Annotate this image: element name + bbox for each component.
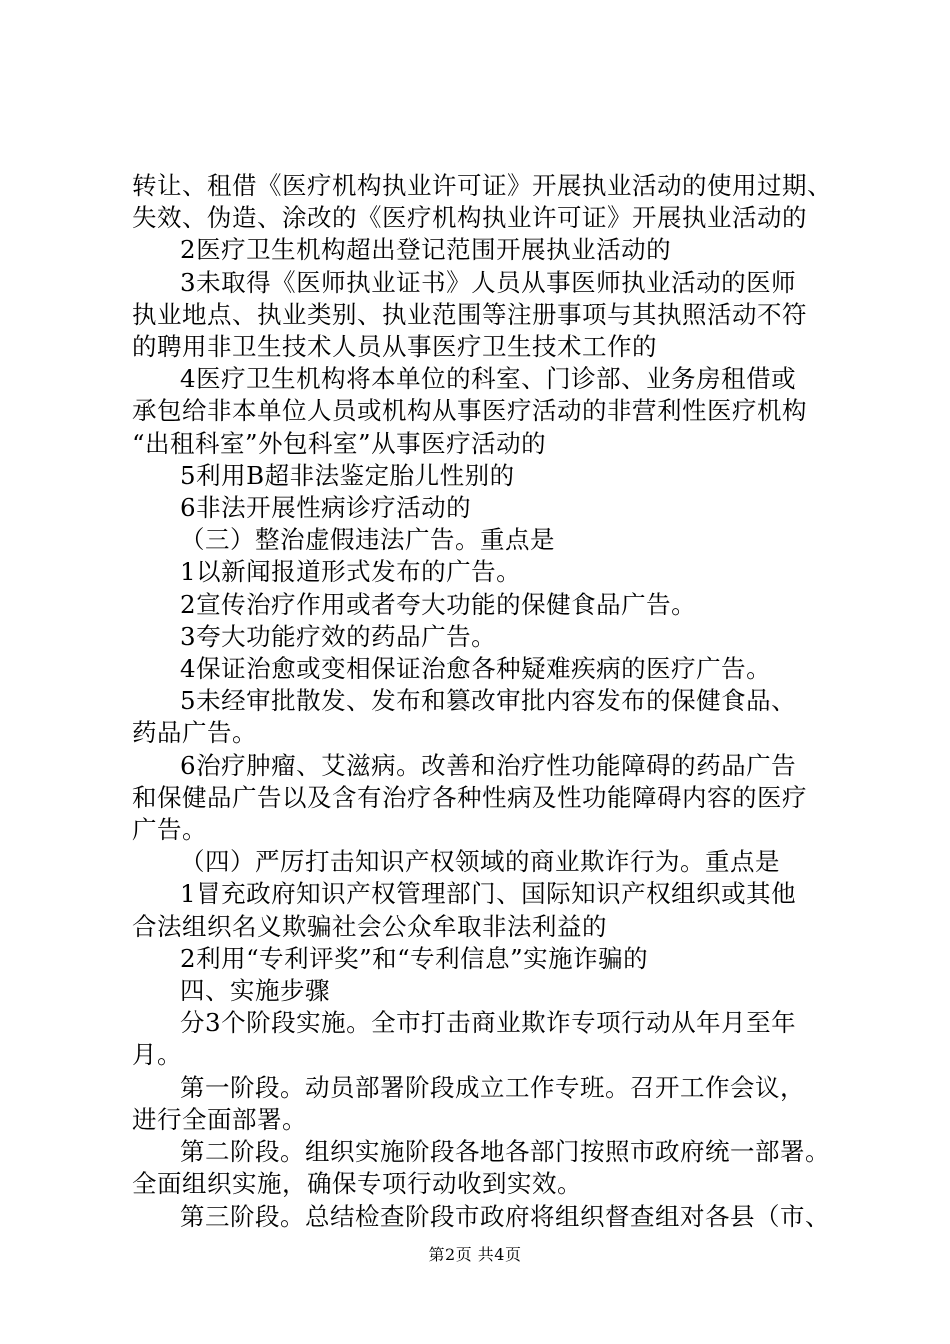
text-line: 失效、伪造、涂改的《医疗机构执业许可证》开展执业活动的 [132, 203, 807, 233]
section-heading: 四、实施步骤 [180, 976, 330, 1006]
section-heading: （四）严厉打击知识产权领域的商业欺诈行为。重点是 [180, 847, 780, 877]
text-line: 6非法开展性病诊疗活动的 [180, 493, 472, 523]
text-line: 承包给非本单位人员或机构从事医疗活动的非营利性医疗机构 [132, 396, 807, 426]
text-line: 4保证治愈或变相保证治愈各种疑难疾病的医疗广告。 [180, 654, 772, 684]
text-line: 3夸大功能疗效的药品广告。 [180, 621, 497, 651]
text-line: 1以新闻报道形式发布的广告。 [180, 557, 522, 587]
text-line: 2利用“专利评奖”和“专利信息”实施诈骗的 [180, 943, 649, 973]
text-line: 和保健品广告以及含有治疗各种性病及性功能障碍内容的医疗 [132, 782, 807, 812]
text-line: 分3个阶段实施。全市打击商业欺诈专项行动从年月至年 [180, 1008, 797, 1038]
document-body [132, 170, 852, 1233]
page-footer [0, 1245, 950, 1265]
text-line: 进行全面部署。 [132, 1104, 307, 1134]
text-line: 5利用B超非法鉴定胎儿性别的 [180, 460, 515, 490]
text-line: 药品广告。 [132, 718, 257, 748]
text-line: 2宣传治疗作用或者夸大功能的保健食品广告。 [180, 589, 697, 619]
page-number-label: 第2页 共4页 [428, 1245, 522, 1264]
text-line: 全面组织实施，确保专项行动收到实效。 [132, 1169, 582, 1199]
text-line: 4医疗卫生机构将本单位的科室、门诊部、业务房租借或 [180, 364, 797, 394]
section-heading: （三）整治虚假违法广告。重点是 [180, 525, 555, 555]
text-line: 1冒充政府知识产权管理部门、国际知识产权组织或其他 [180, 879, 797, 909]
text-line: 月。 [132, 1040, 182, 1070]
text-line: 合法组织名义欺骗社会公众牟取非法利益的 [132, 911, 607, 941]
text-line: 2医疗卫生机构超出登记范围开展执业活动的 [180, 235, 672, 265]
text-line: 的聘用非卫生技术人员从事医疗卫生技术工作的 [132, 332, 657, 362]
text-line: 转让、租借《医疗机构执业许可证》开展执业活动的使用过期、 [132, 171, 832, 200]
text-line: “出租科室”外包科室”从事医疗活动的 [132, 428, 547, 458]
text-line: 广告。 [132, 815, 207, 845]
text-line: 5未经审批散发、发布和篡改审批内容发布的保健食品、 [180, 686, 797, 716]
text-line: 3未取得《医师执业证书》人员从事医师执业活动的医师 [180, 267, 797, 297]
text-line: 6治疗肿瘤、艾滋病。改善和治疗性功能障碍的药品广告 [180, 750, 797, 780]
text-line: 第三阶段。总结检查阶段市政府将组织督查组对各县（市、 [180, 1201, 830, 1231]
text-line: 第二阶段。组织实施阶段各地各部门按照市政府统一部署。 [180, 1137, 830, 1167]
text-line: 执业地点、执业类别、执业范围等注册事项与其执照活动不符 [132, 299, 807, 329]
text-line: 第一阶段。动员部署阶段成立工作专班。召开工作会议， [180, 1072, 805, 1102]
